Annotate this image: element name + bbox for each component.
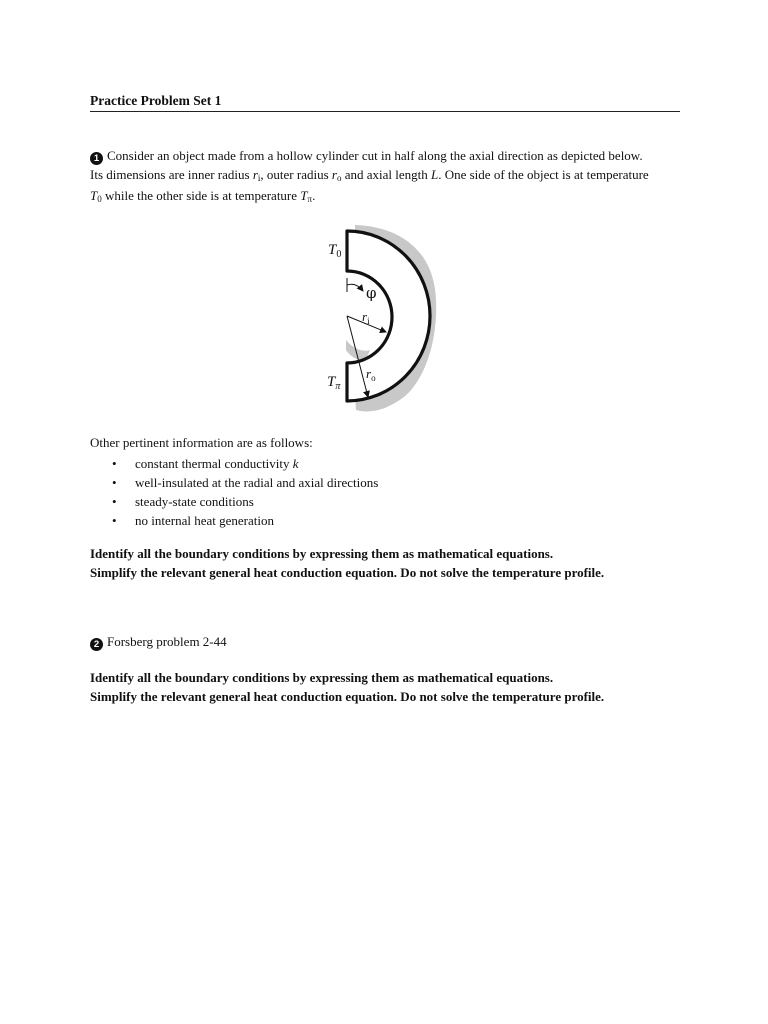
ri-symbol: r xyxy=(252,166,258,182)
Tpi-symbol: T xyxy=(300,188,308,203)
problem-2-number-badge: 2 xyxy=(90,638,103,651)
title-rule xyxy=(90,111,680,112)
problem-2-statement: 2 Forsberg problem 2-44 xyxy=(90,633,690,652)
ri-diagram-label: $r_i$ xyxy=(362,309,370,326)
problem-1-instructions: Identify all the boundary conditions by expressing them as mathematical equations. Simplify the relevant general heat conduction equation. Do not solve the temperature profile. xyxy=(90,546,605,580)
phi-arc-arrow xyxy=(347,284,363,291)
phi-diagram-label: φ xyxy=(366,284,377,302)
list-item: • no internal heat generation xyxy=(90,511,378,530)
problem-1-number-badge: 1 xyxy=(90,152,103,165)
page-title: Practice Problem Set 1 xyxy=(90,93,222,108)
list-item: • steady-state conditions xyxy=(90,492,378,511)
Tpi-diagram-label: $T_\pi$ xyxy=(327,374,341,392)
info-list xyxy=(90,454,378,530)
problem-1-statement xyxy=(90,147,690,209)
list-item: • constant thermal conductivity k xyxy=(90,454,378,473)
problem-2-instructions: Identify all the boundary conditions by expressing them as mathematical equations. Simplify the relevant general heat conduction equation. Do not solve the temperature profile. xyxy=(90,670,605,704)
ro-diagram-label: $r_o$ xyxy=(366,366,376,383)
L-symbol: L xyxy=(430,166,439,182)
problem-1-line-3: $T_0$ while the other side is at temperature $T_\pi$. xyxy=(90,188,316,204)
info-heading: Other pertinent information are as follows: xyxy=(90,435,313,450)
problem-1-line-2: Its dimensions are inner radius $r_i$, outer radius $r_o$ and axial length L. One side of the object is at temperature xyxy=(90,166,649,183)
T0-symbol: T xyxy=(90,188,98,203)
half-cylinder-diagram xyxy=(316,222,446,412)
problem-1-line-1: 1 Consider an object made from a hollow cylinder cut in half along the axial direction as depicted below. xyxy=(90,147,690,166)
ro-symbol: r xyxy=(331,166,337,182)
list-item: • well-insulated at the radial and axial directions xyxy=(90,473,378,492)
T0-diagram-label: $T_0$ xyxy=(328,242,342,260)
